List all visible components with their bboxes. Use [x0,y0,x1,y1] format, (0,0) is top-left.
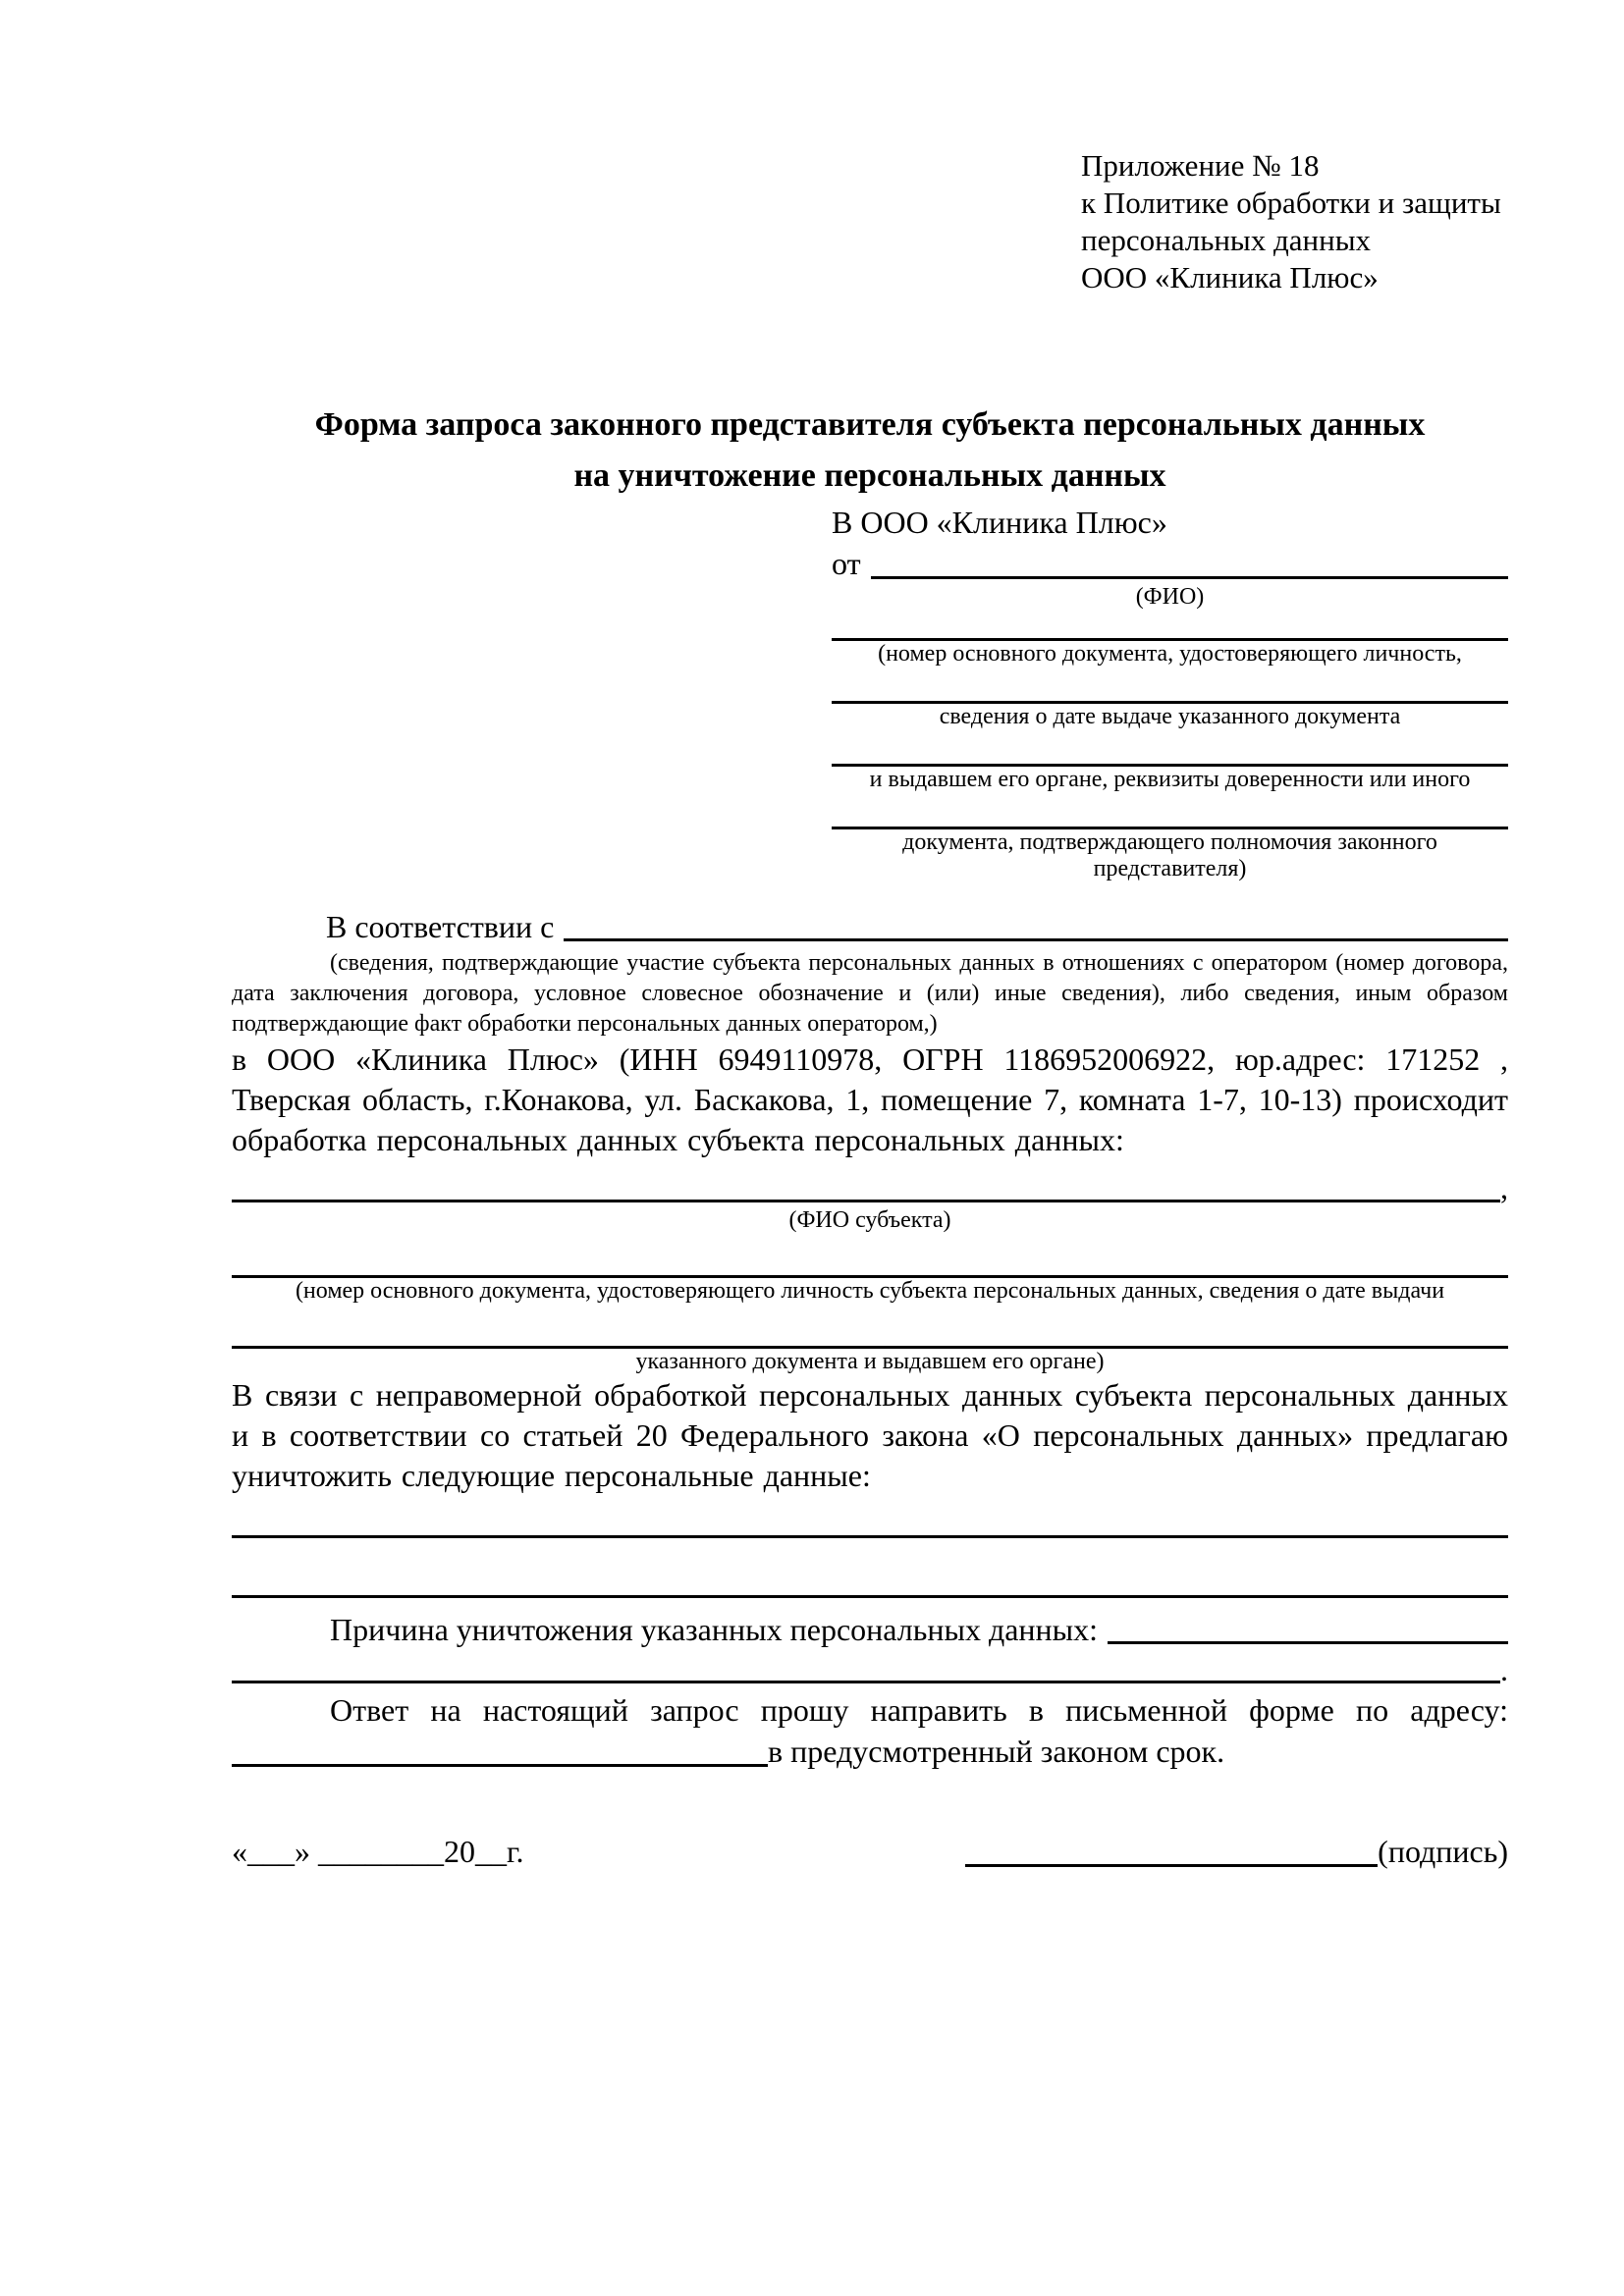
according-blank-line [564,938,1508,941]
document-title [232,400,1508,502]
reason-period-line [232,1681,1500,1683]
reason-continuation-row [232,1651,1508,1688]
reason-label: Причина уничтожения указанных персональных данных: [330,1612,1099,1647]
according-row [232,907,1508,946]
subject-fio-suffix: , [1500,1170,1508,1205]
signature-area [965,1831,1508,1872]
subject-fio-blank-line [232,1200,1500,1202]
blank-line [832,736,1508,767]
subject-doc-caption-1: (номер основного документа, удостоверяющего личность субъекта персональных данных, сведения о дате выдачи [295,1278,1445,1304]
according-label: В соответствии с [326,909,555,944]
signature-row [232,1831,1508,1872]
subject-doc-blank-line-1 [232,1248,1508,1278]
period-suffix: . [1500,1652,1508,1687]
reply-address-row [232,1731,1508,1772]
from-blank-line [871,576,1508,579]
operator-paragraph: в ООО «Клиника Плюс» (ИНН 6949110978, ОГРН 1186952006922, юр.адрес: 171252 , Тверская область, г.Конакова, ул. Баскакова, 1, помещение 7, комната 1-7, 10-13) происходит обработка персональных данных субъекта персональных данных: [232,1041,1508,1157]
addressee-to: В ООО «Клиника Плюс» [832,505,1167,540]
from-label: от [832,546,861,581]
date-line: «___» ________20__г. [232,1834,524,1869]
reply-address-blank-line [232,1764,768,1767]
demand-paragraph: В связи с неправомерной обработкой персональных данных субъекта персональных данных и в соответствии со статьей 20 Федерального закона «О персональных данных» предлагаю уничтожить следующие персональные данные: [232,1377,1508,1493]
data-blank-line-2 [232,1566,1508,1598]
appendix-line: Приложение № 18 [1081,148,1320,183]
appendix-line: к Политике обработки и защиты [1081,186,1501,220]
fio-caption: (ФИО) [1135,584,1205,610]
reply-suffix: в предусмотренный законом срок. [768,1734,1225,1769]
data-blank-line-1 [232,1506,1508,1538]
blank-line-caption: сведения о дате выдаче указанного документа [939,704,1401,729]
title-line-2: на уничтожение персональных данных [573,457,1166,494]
appendix-line: персональных данных [1081,223,1372,257]
blank-line [832,799,1508,829]
blank-line [832,611,1508,641]
appendix-line: ООО «Клиника Плюс» [1081,260,1379,294]
addressee-block [832,502,1508,882]
blank-line-caption: (номер основного документа, удостоверяющего личность, [878,641,1462,667]
according-caption-paragraph: (сведения, подтверждающие участие субъекта персональных данных в отношениях с оператором (номер договора, дата заключения договора, условное словесное обозначение и (или) иные сведения), либо сведения, иным образом подтверждающие факт обработки персональных данных оператором,) [232,950,1508,1037]
blank-line-caption: документа, подтверждающего полномочия законного представителя) [902,829,1437,881]
blank-line [832,673,1508,704]
blank-line-caption: и выдавшем его органе, реквизиты доверенности или иного [869,767,1471,792]
signature-caption: (подпись) [1378,1834,1508,1869]
reply-paragraph: Ответ на настоящий запрос прошу направить в письменной форме по адресу: [330,1692,1508,1728]
subject-doc-blank-line-2 [232,1318,1508,1349]
reason-blank-line [1108,1641,1508,1644]
appendix-header [1081,147,1508,296]
subject-fio-caption: (ФИО субъекта) [788,1207,951,1233]
title-line-1: Форма запроса законного представителя субъекта персональных данных [314,406,1426,443]
signature-blank-line [965,1864,1378,1867]
reason-row [232,1610,1508,1649]
subject-doc-caption-2: указанного документа и выдавшем его органе) [635,1349,1105,1374]
from-row [832,543,1508,584]
subject-fio-row [232,1168,1508,1207]
